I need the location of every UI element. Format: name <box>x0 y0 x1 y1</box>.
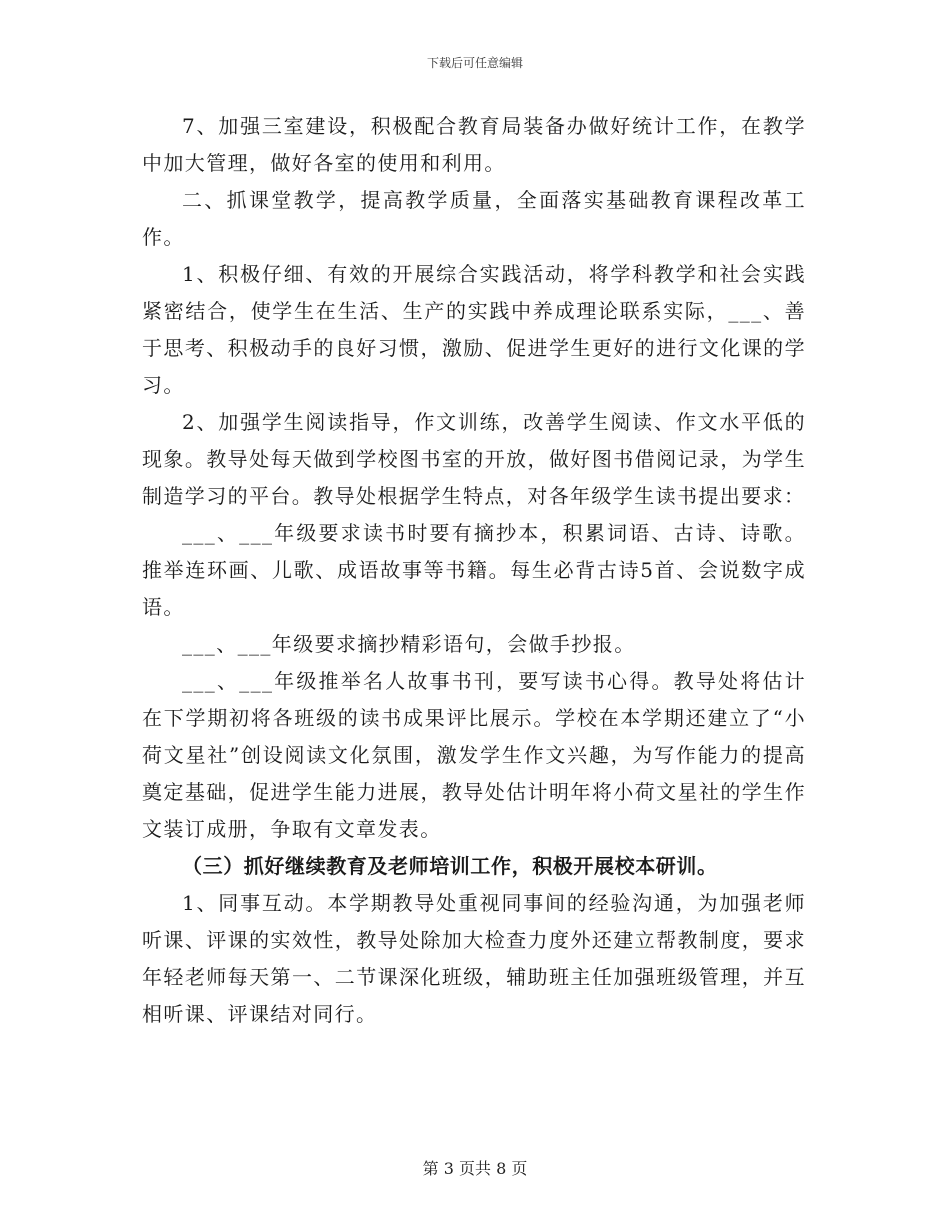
page-header-note: 下载后可任意编辑 <box>426 56 523 70</box>
paragraph-colleague-interaction: 1、同事互动。本学期教导处重视同事间的经验沟通，为加强老师听课、评课的实效性，教导处除加大检查力度外还建立帮教制度，要求年轻老师每天第一、二节课深化班级，辅助班主任加强班级管理，并互相听课、评课结对同行。 <box>142 891 806 1026</box>
page-number: 第 3 页共 8 页 <box>422 1159 528 1178</box>
section-heading-training: （三）抓好继续教育及老师培训工作，积极开展校本研训。 <box>182 854 718 878</box>
paragraph-grade-reading-3: ___、___年级推举名人故事书刊，要写读书心得。教导处将估计在下学期初将各班级的读书成果评比展示。学校在本学期还建立了“小荷文星社”创设阅读文化氛围，激发学生作文兴趣，为写作能力的提高奠定基础，促进学生能力进展，教导处估计明年将小荷文星社的学生作文装订成册，争取有文章发表。 <box>142 669 806 841</box>
document-body <box>142 108 806 1033</box>
paragraph-classroom-teaching: 二、抓课堂教学，提高教学质量，全面落实基础教育课程改革工作。 <box>142 188 806 249</box>
paragraph-lab-construction: 7、加强三室建设，积极配合教育局装备办做好统计工作，在教学中加大管理，做好各室的使用和利用。 <box>142 114 806 175</box>
paragraph-grade-reading-1: ___、___年级要求读书时要有摘抄本，积累词语、古诗、诗歌。推举连环画、儿歌、成语故事等书籍。每生必背古诗5首、会说数字成语。 <box>142 521 806 619</box>
paragraph-grade-reading-2: ___、___年级要求摘抄精彩语句，会做手抄报。 <box>182 632 636 656</box>
paragraph-reading-guidance: 2、加强学生阅读指导，作文训练，改善学生阅读、作文水平低的现象。教导处每天做到学校图书室的开放，做好图书借阅记录，为学生制造学习的平台。教导处根据学生特点，对各年级学生读书提出要求： <box>142 410 806 508</box>
paragraph-practice-activities: 1、积极仔细、有效的开展综合实践活动，将学科教学和社会实践紧密结合，使学生在生活、生产的实践中养成理论联系实际，___、善于思考、积极动手的良好习惯，激励、促进学生更好的进行文化课的学习。 <box>142 262 806 397</box>
